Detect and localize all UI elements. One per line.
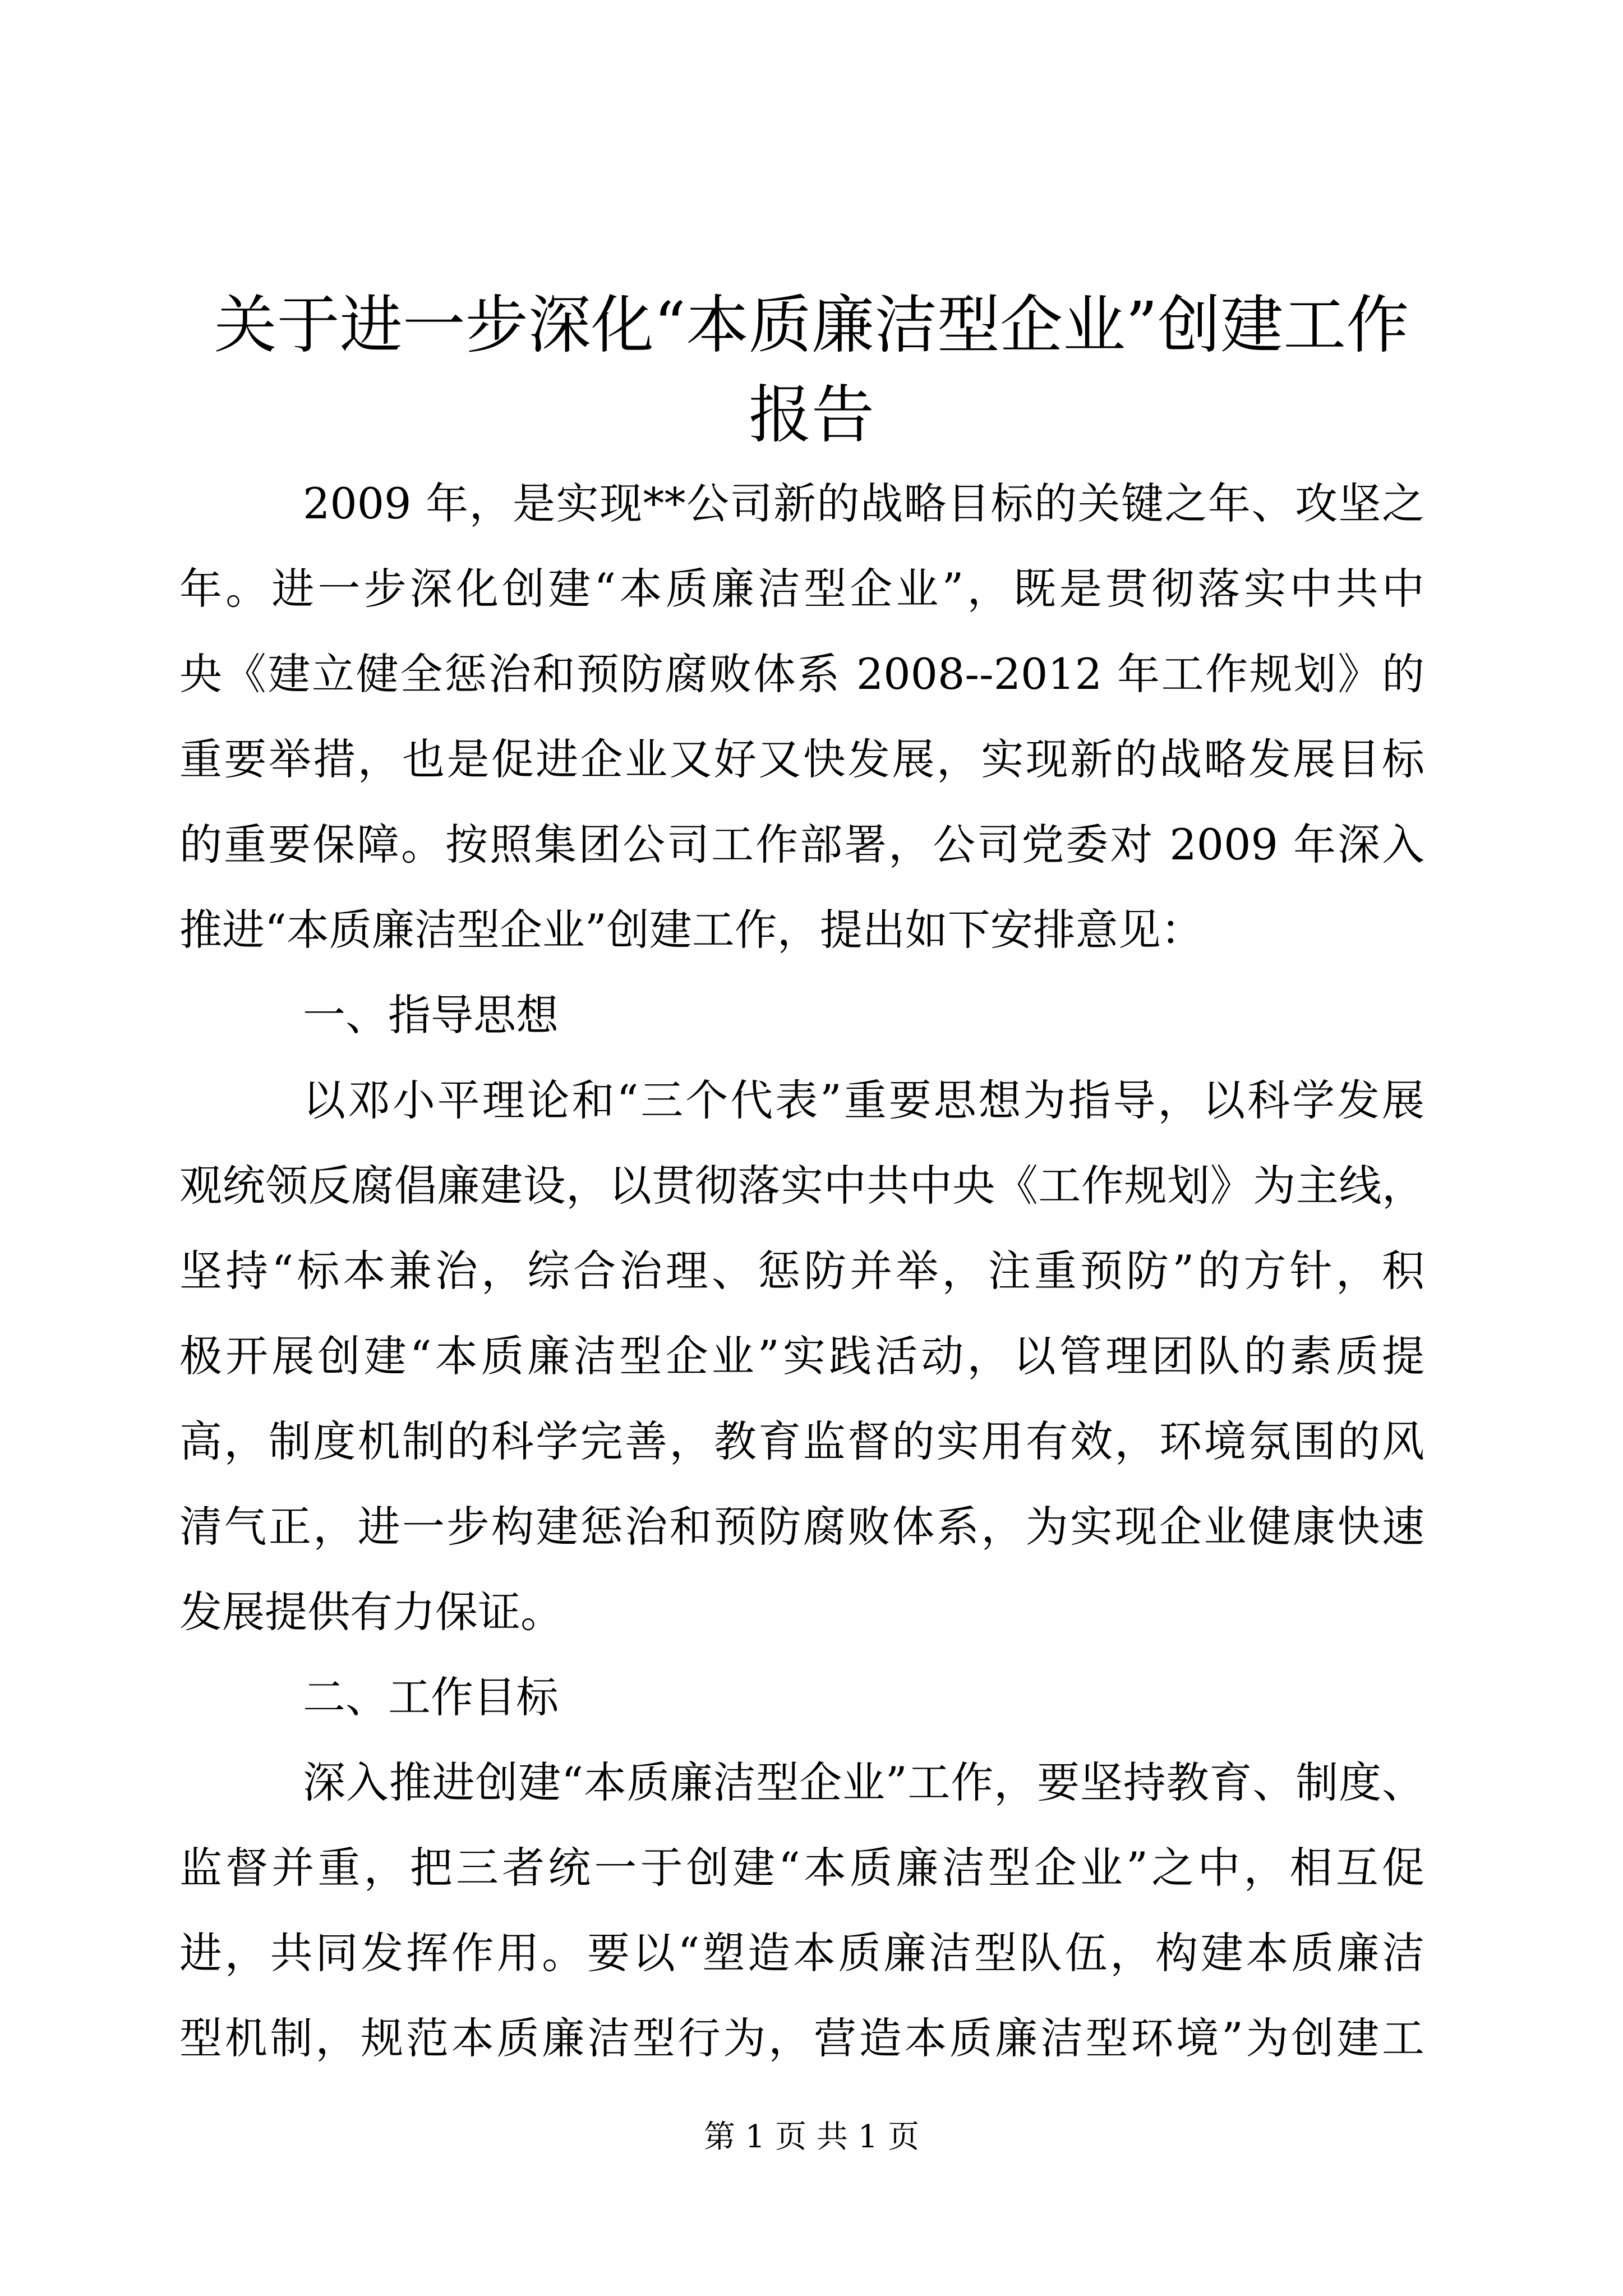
body-line: 深入推进创建“本质廉洁型企业”工作，要坚持教育、制度、 <box>303 1757 1424 1807</box>
document-title-line-1: 关于进一步深化“本质廉洁型企业”创建工作 <box>214 289 1409 362</box>
body-line: 的重要保障。按照集团公司工作部署，公司党委对 2009 年深入 <box>179 820 1424 869</box>
body-line: 监督并重，把三者统一于创建“本质廉洁型企业”之中，相互促 <box>179 1843 1424 1893</box>
body-line: 央《建立健全惩治和预防腐败体系 2008--2012 年工作规划》的 <box>179 649 1424 699</box>
body-line: 重要举措，也是促进企业又好又快发展，实现新的战略发展目标 <box>179 734 1424 784</box>
body-line: 观统领反腐倡廉建设，以贯彻落实中共中央《工作规划》为主线， <box>179 1161 1424 1211</box>
body-line: 推进“本质廉洁型企业”创建工作，提出如下安排意见： <box>179 905 1204 955</box>
body-line: 进，共同发挥作用。要以“塑造本质廉洁型队伍，构建本质廉洁 <box>179 1928 1424 1978</box>
body-line: 高，制度机制的科学完善，教育监督的实用有效，环境氛围的风 <box>179 1416 1424 1466</box>
section-heading: 一、指导思想 <box>303 990 559 1040</box>
body-line: 以邓小平理论和“三个代表”重要思想为指导，以科学发展 <box>303 1075 1424 1125</box>
body-line: 坚持“标本兼治，综合治理、惩防并举，注重预防”的方针，积 <box>179 1246 1424 1296</box>
body-line: 年。进一步深化创建“本质廉洁型企业”，既是贯彻落实中共中 <box>179 564 1424 614</box>
page-number-footer: 第 1 页 共 1 页 <box>703 2119 920 2155</box>
document-title-line-2: 报告 <box>749 379 874 452</box>
body-line: 2009 年，是实现**公司新的战略目标的关键之年、攻坚之 <box>303 478 1424 528</box>
body-line: 型机制，规范本质廉洁型行为，营造本质廉洁型环境”为创建工 <box>179 2013 1424 2063</box>
section-heading: 二、工作目标 <box>303 1672 559 1722</box>
body-line: 极开展创建“本质廉洁型企业”实践活动，以管理团队的素质提 <box>179 1331 1424 1381</box>
body-line: 发展提供有力保证。 <box>179 1587 563 1637</box>
body-line: 清气正，进一步构建惩治和预防腐败体系，为实现企业健康快速 <box>179 1502 1424 1552</box>
